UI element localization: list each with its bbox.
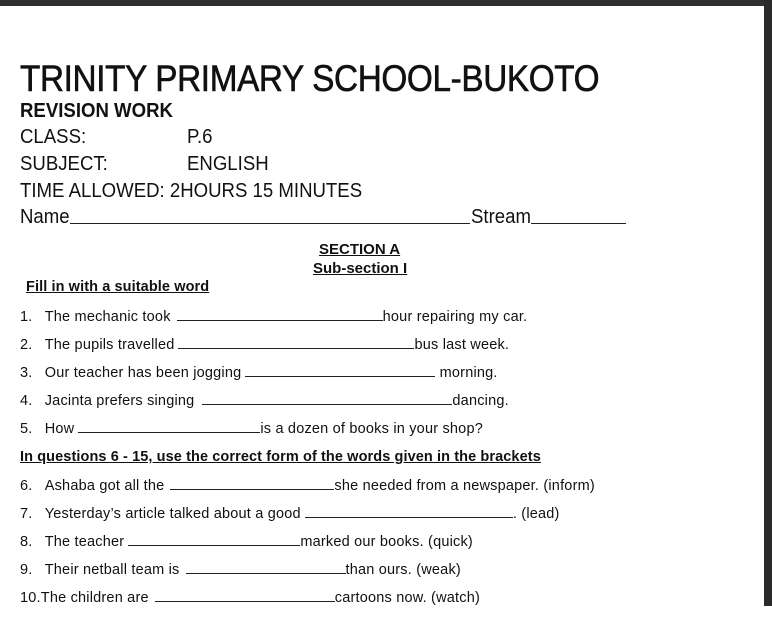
school-name: TRINITY PRIMARY SCHOOL-BUKOTO (20, 58, 600, 99)
question-text-after: she needed from a newspaper. (inform) (334, 478, 595, 494)
window-right-border (764, 0, 772, 606)
question-number: 3. (20, 365, 33, 381)
question-item (20, 476, 595, 494)
answer-blank[interactable] (178, 335, 414, 349)
question-text-before: Yesterday’s article talked about a good (44, 506, 301, 522)
question-text-before: Our teacher has been jogging (44, 365, 242, 381)
question-text-before: The pupils travelled (44, 337, 175, 353)
name-label: Name (20, 206, 70, 228)
stream-label: Stream (471, 206, 531, 228)
document-page (0, 6, 764, 606)
question-text-before: Ashaba got all the (44, 478, 165, 494)
question-number: 4. (20, 393, 33, 409)
question-number: 7. (20, 506, 33, 522)
question-number: 2. (20, 337, 33, 353)
question-text-after: bus last week. (414, 337, 510, 353)
answer-blank[interactable] (128, 532, 300, 546)
answer-blank[interactable] (245, 363, 435, 377)
answer-blank[interactable] (202, 391, 452, 405)
question-item (20, 307, 527, 325)
question-text-after: hour repairing my car. (382, 309, 528, 325)
question-item (20, 419, 483, 437)
question-number: 6. (20, 478, 33, 494)
question-text-before: The mechanic took (44, 309, 171, 325)
section-subtitle: Sub-section I (313, 260, 408, 277)
instruction-fill-in: Fill in with a suitable word (26, 279, 210, 295)
question-item (20, 335, 509, 353)
question-number: 10. (20, 590, 41, 606)
class-label: CLASS: (20, 126, 87, 148)
question-item (20, 363, 498, 381)
question-number: 1. (20, 309, 33, 325)
question-item (20, 532, 473, 550)
question-text-after: cartoons now. (watch) (334, 590, 480, 606)
question-text-before: Jacinta prefers singing (44, 393, 195, 409)
question-text-after: . (lead) (512, 506, 560, 522)
question-item (20, 391, 509, 409)
answer-blank[interactable] (78, 419, 260, 433)
time-allowed: TIME ALLOWED: 2HOURS 15 MINUTES (20, 180, 363, 202)
answer-blank[interactable] (170, 476, 334, 490)
question-text-after: is a dozen of books in your shop? (260, 421, 483, 437)
question-item (20, 588, 480, 606)
question-text-after: morning. (435, 365, 498, 381)
page-bottom-margin (0, 606, 772, 636)
name-blank[interactable] (70, 223, 470, 224)
work-title: REVISION WORK (20, 100, 173, 122)
question-number: 9. (20, 562, 33, 578)
question-text-after: than ours. (weak) (345, 562, 461, 578)
section-title: SECTION A (319, 241, 401, 258)
question-text-after: dancing. (452, 393, 509, 409)
answer-blank[interactable] (305, 504, 513, 518)
question-text-before: Their netball team is (44, 562, 180, 578)
answer-blank[interactable] (155, 588, 335, 602)
instruction-correct-form: In questions 6 - 15, use the correct form of the words given in the brackets (20, 449, 541, 465)
question-text-before: How (44, 421, 75, 437)
class-value: P.6 (187, 126, 213, 148)
stream-blank[interactable] (531, 223, 626, 224)
question-text-before: The teacher (44, 534, 125, 550)
answer-blank[interactable] (186, 560, 346, 574)
answer-blank[interactable] (177, 307, 383, 321)
question-text-before: The children are (40, 590, 149, 606)
question-text-after: marked our books. (quick) (300, 534, 473, 550)
question-number: 5. (20, 421, 33, 437)
question-number: 8. (20, 534, 33, 550)
question-item (20, 504, 560, 522)
subject-value: ENGLISH (187, 153, 269, 175)
question-item (20, 560, 461, 578)
subject-label: SUBJECT: (20, 153, 108, 175)
